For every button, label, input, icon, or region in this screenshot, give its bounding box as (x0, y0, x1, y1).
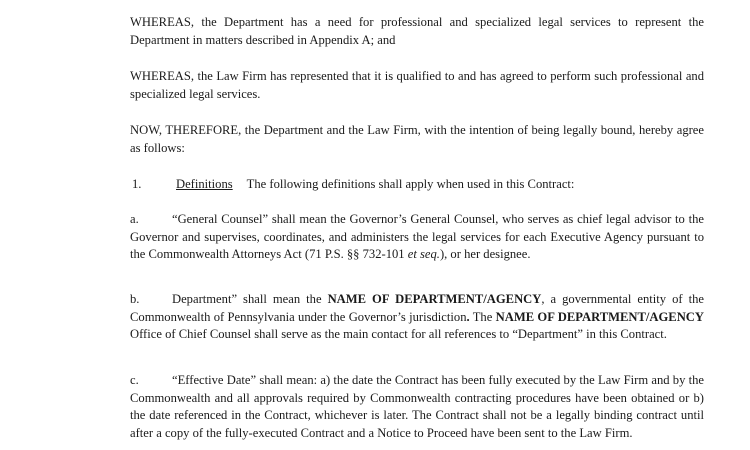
definition-a-label: a. (130, 212, 139, 226)
definition-a-italic: et seq. (407, 247, 440, 261)
cut-off-top-line (88, 0, 662, 5)
definition-b-text-4: Office of Chief Counsel shall serve as the main contact for all references to “Department” in this Contract. (130, 327, 667, 341)
definition-b-text-3: The (469, 309, 496, 324)
whereas-paragraph-2: WHEREAS, the Law Firm has represented that it is qualified to and has agreed to perform such professional and specialized legal services. (130, 69, 704, 101)
definition-b-label: b. (130, 292, 140, 306)
definition-c-text: “Effective Date” shall mean: a) the date the Contract has been fully executed by the Law Firm and by the Commonwealth and all approvals required by Commonwealth contracting procedures have been obtained or b) the date referenced in the Contract, whichever is later. The Contract shall not be a legally binding contract until after a copy of the fully-executed Contract and a Notice to Proceed have been sent to the Law Firm. (130, 373, 704, 440)
whereas-paragraph-1: WHEREAS, the Department has a need for professional and specialized legal services to represent the Department in matters described in Appendix A; and (130, 15, 704, 47)
definition-a-text-1: “General Counsel” shall mean the Governor’s General Counsel, who serves as chief legal advisor to the Governor and supervises, coordinates, and administers the legal services for each Executive Agency pursuant to the Commonwealth Attorneys Act (71 P.S. §§ 732-101 (130, 212, 704, 261)
definition-c-label: c. (130, 373, 139, 387)
section-1-heading-line (132, 176, 662, 194)
definition-b-agency-name-1: NAME OF DEPARTMENT/AGENCY (327, 292, 542, 306)
definition-a-paragraph (88, 211, 704, 264)
definition-b-agency-name-2: NAME OF DEPARTMENT/AGENCY (495, 309, 704, 324)
definition-b-text-1: Department” shall mean the (172, 292, 328, 306)
section-1-number: 1. (132, 177, 142, 191)
now-therefore-paragraph: NOW, THEREFORE, the Department and the Law Firm, with the intention of being legally bound, hereby agree as follows: (130, 123, 704, 155)
definition-b-bold-period: . (466, 309, 470, 324)
definition-b-paragraph (88, 291, 704, 344)
definition-a-text-2: ), or her designee. (439, 247, 531, 261)
definition-c-paragraph (88, 372, 704, 442)
section-1-heading: Definitions (176, 177, 233, 191)
section-1-text: The following definitions shall apply when used in this Contract: (246, 177, 575, 191)
definition-b-text-2: , a governmental entity of the Commonwealth of Pennsylvania under the Governor’s jurisdiction (130, 292, 704, 324)
